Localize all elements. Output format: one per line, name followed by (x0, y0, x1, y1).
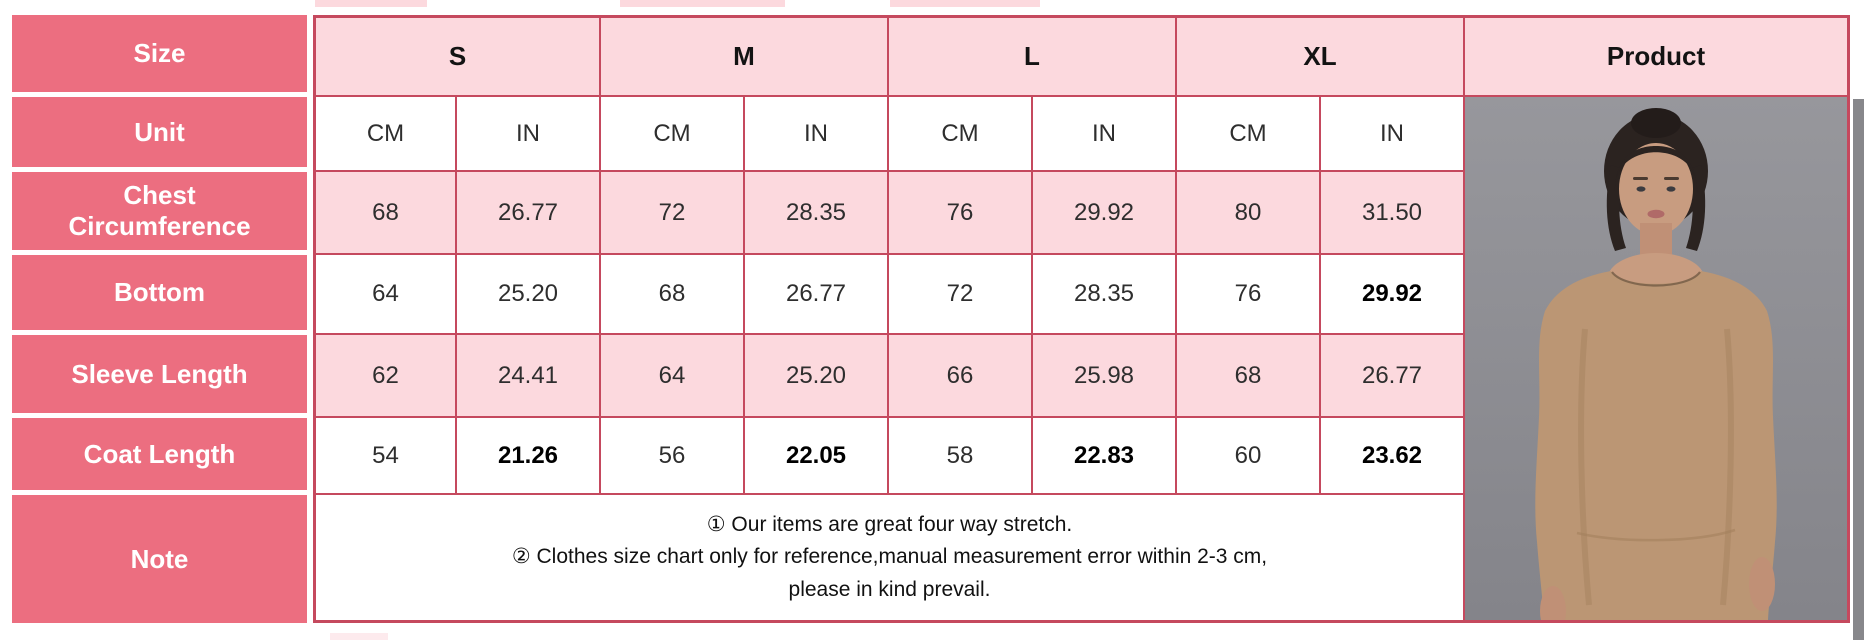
cropped-photo-edge (1853, 99, 1864, 640)
product-header: Product (1465, 15, 1850, 97)
unit-cell: IN (745, 97, 889, 172)
note-line-3: please in kind prevail. (788, 577, 991, 601)
cell-r2-c0: 62 (313, 335, 457, 418)
cell-r3-c3: 22.05 (745, 418, 889, 495)
cell-r2-c1: 24.41 (457, 335, 601, 418)
unit-cell: CM (889, 97, 1033, 172)
cropped-row-fragment (620, 0, 785, 7)
cell-r2-c3: 25.20 (745, 335, 889, 418)
row-label-coat: Coat Length (12, 418, 307, 495)
cell-r1-c4: 72 (889, 255, 1033, 335)
cropped-row-fragment (890, 0, 1040, 7)
note-text (313, 495, 1465, 623)
cell-r1-c7: 29.92 (1321, 255, 1465, 335)
cell-r1-c2: 68 (601, 255, 745, 335)
unit-cell: CM (1177, 97, 1321, 172)
row-label-bottom: Bottom (12, 255, 307, 335)
size-header-l: L (889, 15, 1177, 97)
cell-r0-c0: 68 (313, 172, 457, 255)
cell-r2-c2: 64 (601, 335, 745, 418)
cell-r3-c6: 60 (1177, 418, 1321, 495)
size-header-m: M (601, 15, 889, 97)
cell-r0-c1: 26.77 (457, 172, 601, 255)
cell-r3-c7: 23.62 (1321, 418, 1465, 495)
unit-row (12, 97, 1850, 172)
cropped-row-fragment (330, 633, 388, 640)
cell-r2-c7: 26.77 (1321, 335, 1465, 418)
cell-r0-c2: 72 (601, 172, 745, 255)
row-label-note: Note (12, 495, 307, 623)
unit-cell: CM (313, 97, 457, 172)
cropped-row-fragment (315, 0, 427, 7)
cell-r1-c3: 26.77 (745, 255, 889, 335)
unit-cell: IN (1321, 97, 1465, 172)
cell-r3-c1: 21.26 (457, 418, 601, 495)
cell-r2-c5: 25.98 (1033, 335, 1177, 418)
cell-r0-c5: 29.92 (1033, 172, 1177, 255)
cell-r0-c7: 31.50 (1321, 172, 1465, 255)
cell-r3-c4: 58 (889, 418, 1033, 495)
size-header-s: S (313, 15, 601, 97)
note-line-1: ① Our items are great four way stretch. (706, 512, 1073, 536)
unit-cell: IN (457, 97, 601, 172)
cell-r0-c3: 28.35 (745, 172, 889, 255)
size-chart-table (12, 15, 1850, 623)
product-photo-image (1465, 97, 1847, 620)
size-header-xl: XL (1177, 15, 1465, 97)
row-label-chest: Chest Circumference (12, 172, 307, 255)
cell-r2-c4: 66 (889, 335, 1033, 418)
product-photo (1465, 97, 1850, 623)
row-label-unit: Unit (12, 97, 307, 172)
cell-r1-c1: 25.20 (457, 255, 601, 335)
unit-cell: IN (1033, 97, 1177, 172)
row-label-size: Size (12, 15, 307, 97)
cell-r2-c6: 68 (1177, 335, 1321, 418)
unit-cell: CM (601, 97, 745, 172)
cell-r1-c6: 76 (1177, 255, 1321, 335)
cell-r1-c0: 64 (313, 255, 457, 335)
cell-r0-c6: 80 (1177, 172, 1321, 255)
row-label-sleeve: Sleeve Length (12, 335, 307, 418)
cell-r3-c2: 56 (601, 418, 745, 495)
header-row (12, 15, 1850, 97)
note-line-2: ② Clothes size chart only for reference,manual measurement error within 2-3 cm, (511, 545, 1268, 569)
cell-r3-c0: 54 (313, 418, 457, 495)
garment (1535, 271, 1776, 620)
cell-r3-c5: 22.83 (1033, 418, 1177, 495)
cell-r0-c4: 76 (889, 172, 1033, 255)
cell-r1-c5: 28.35 (1033, 255, 1177, 335)
